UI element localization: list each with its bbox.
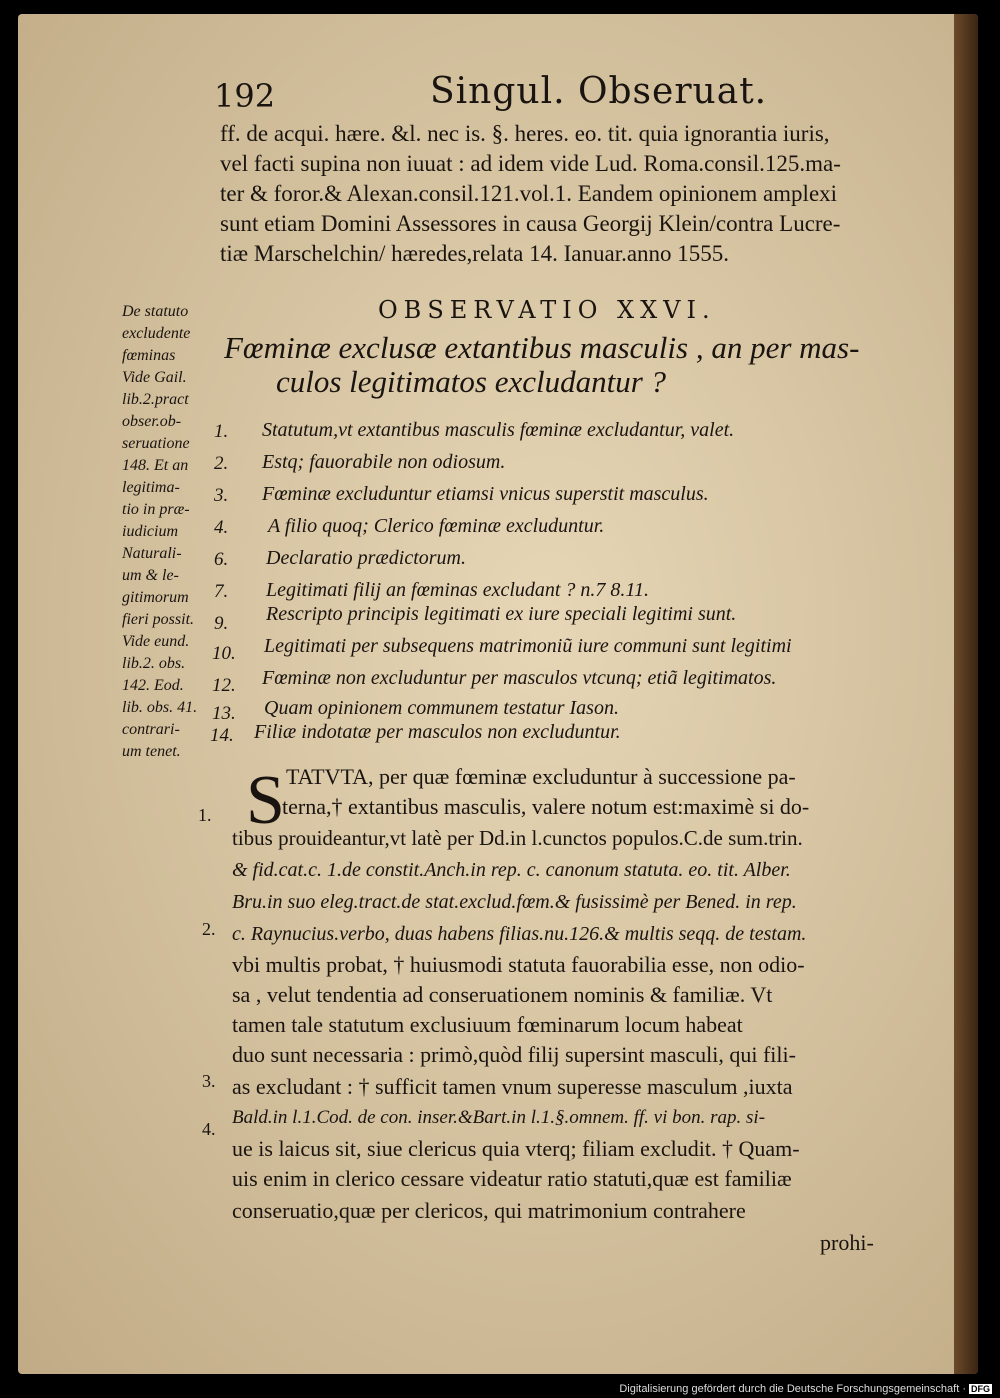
margin-note-line: lib.2. obs. <box>122 655 186 672</box>
margin-note-line: iudicium <box>122 523 178 540</box>
margin-note-line: seruatione <box>122 435 190 452</box>
summary-number: 4. <box>214 517 229 538</box>
margin-note-line: gitimorum <box>122 589 189 606</box>
margin-note-line: legitima- <box>122 479 180 496</box>
summary-number: 1. <box>214 421 229 442</box>
margin-note-line: excludente <box>122 325 191 342</box>
summary-text: Quam opinionem communem testatur Iason. <box>264 697 619 719</box>
main-line: uis enim in clerico cessare videatur ratio statuti,quæ est familiæ <box>232 1166 792 1191</box>
drop-cap: S <box>246 762 285 839</box>
margin-note-line: lib. obs. 41. <box>122 699 198 716</box>
main-line: terna,† extantibus masculis, valere notum est:maximè si do- <box>282 794 810 819</box>
summary-number: 9. <box>214 613 229 634</box>
footer-credit: Digitalisierung gefördert durch die Deutsche Forschungsgemeinschaft · <box>619 1383 966 1395</box>
summary-text: Filiæ indotatæ per masculos non excluduntur. <box>254 721 621 743</box>
main-line: as excludant : † sufficit tamen vnum superesse masculum ,iuxta <box>232 1074 793 1099</box>
summary-text: Fœminæ excluduntur etiamsi vnicus superstit masculus. <box>262 483 709 505</box>
summary-number: 3. <box>214 485 229 506</box>
summary-number: 6. <box>214 549 229 570</box>
summary-number: 7. <box>214 581 229 602</box>
margin-note-line: um & le- <box>122 567 179 584</box>
margin-note-line: contrari- <box>122 721 180 738</box>
book-page <box>18 14 978 1374</box>
intro-line: ter & foror.& Alexan.consil.121.vol.1. Eandem opinionem amplexi <box>220 181 838 206</box>
summary-text: Fœminæ non excluduntur per masculos vtcunq; etiã legitimatos. <box>262 667 777 689</box>
intro-line: tiæ Marschelchin/ hæredes,relata 14. Ianuar.anno 1555. <box>220 241 730 266</box>
summary-text: Declaratio prædictorum. <box>266 547 466 569</box>
main-line: Bald.in l.1.Cod. de con. inser.&Bart.in l.1.§.omnem. ff. vi bon. rap. si- <box>232 1107 766 1128</box>
main-line: conseruatio,quæ per clericos, qui matrimonium contrahere <box>232 1198 746 1223</box>
main-line: c. Raynucius.verbo, duas habens filias.nu.126.& multis seqq. de testam. <box>232 923 807 945</box>
question-line: culos legitimatos excludantur ? <box>276 364 667 399</box>
margin-number: 1. <box>198 805 212 825</box>
summary-text: Statutum,vt extantibus masculis fœminæ excludantur, valet. <box>262 419 735 441</box>
margin-note-line: lib.2.pract <box>122 391 189 408</box>
question-line: Fœminæ exclusæ extantibus masculis , an per mas- <box>224 330 860 365</box>
margin-note-line: tio in præ- <box>122 501 190 518</box>
main-line: tamen tale statutum exclusiuum fœminarum locum habeat <box>232 1012 743 1037</box>
margin-number: 2. <box>202 919 216 939</box>
summary-number: 2. <box>214 453 229 474</box>
margin-note-line: fieri possit. <box>122 611 195 628</box>
margin-note-line: 142. Eod. <box>122 677 184 694</box>
summary-text: Legitimati filij an fœminas excludant ? n.7 8.11. <box>266 579 649 601</box>
margin-note-line: Vide eund. <box>122 633 190 650</box>
summary-number: 13. <box>212 703 236 724</box>
main-line: sa , velut tendentia ad conseruationem nominis & familiæ. Vt <box>232 982 773 1007</box>
margin-note-line: Naturali- <box>122 545 182 562</box>
summary-number: 12. <box>212 675 236 696</box>
summary-text: Legitimati per subsequens matrimoniũ iure communi sunt legitimi <box>264 635 792 657</box>
summary-text: Estq; fauorabile non odiosum. <box>262 451 506 473</box>
intro-line: sunt etiam Domini Assessores in causa Georgij Klein/contra Lucre- <box>220 211 841 236</box>
main-line: vbi multis probat, † huiusmodi statuta fauorabilia esse, non odio- <box>232 952 805 977</box>
footer <box>619 1383 992 1395</box>
summary-number: 10. <box>212 643 236 664</box>
intro-line: vel facti supina non iuuat : ad idem vide Lud. Roma.consil.125.ma- <box>220 151 841 176</box>
page-number: 192 <box>214 77 276 115</box>
catchword: prohi- <box>820 1230 874 1255</box>
margin-number: 4. <box>202 1119 216 1139</box>
main-line: Bru.in suo eleg.tract.de stat.exclud.fœm.& fusissimè per Bened. in rep. <box>232 891 797 913</box>
margin-note-line: um tenet. <box>122 743 181 760</box>
summary-text: Rescripto principis legitimati ex iure speciali legitimi sunt. <box>266 603 737 625</box>
main-line: TATVTA, per quæ fœminæ excluduntur à successione pa- <box>286 764 796 789</box>
summary-number: 14. <box>210 725 234 746</box>
margin-note-line: obser.ob- <box>122 413 182 430</box>
observatio-heading: OBSERVATIO XXVI. <box>378 296 716 324</box>
margin-note-line: 148. Et an <box>122 457 189 474</box>
margin-number: 3. <box>202 1071 216 1091</box>
page-edge <box>954 14 978 1374</box>
main-line: duo sunt necessaria : primò,quòd filij supersint masculi, qui fili- <box>232 1042 796 1067</box>
intro-line: ff. de acqui. hære. &l. nec is. §. heres. eo. tit. quia ignorantia iuris, <box>220 121 830 146</box>
main-line: tibus prouideantur,vt latè per Dd.in l.cunctos populos.C.de sum.trin. <box>232 826 803 850</box>
margin-note-line: Vide Gail. <box>122 369 187 386</box>
main-line: & fid.cat.c. 1.de constit.Anch.in rep. c. canonum statuta. eo. tit. Alber. <box>232 859 791 881</box>
main-line: ue is laicus sit, siue clericus quia vterq; filiam excludit. † Quam- <box>232 1136 800 1161</box>
dfg-logo: DFG <box>971 1384 990 1394</box>
margin-note-line: De statuto <box>122 303 189 320</box>
summary-text: A filio quoq; Clerico fœminæ excluduntur. <box>268 515 605 537</box>
margin-note-line: fœminas <box>122 347 176 364</box>
running-title: Singul. Obseruat. <box>430 71 768 112</box>
